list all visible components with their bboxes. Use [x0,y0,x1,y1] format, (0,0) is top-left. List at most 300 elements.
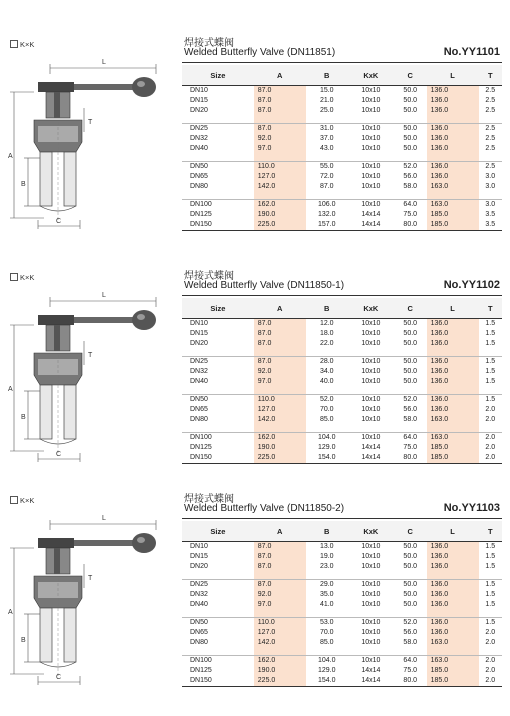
cell-l: 136.0 [427,628,479,638]
valve-section-2 [0,263,510,473]
cell-size: DN10 [190,87,208,94]
cell-l: 185.0 [427,666,479,676]
cell-kxk: 10x10 [361,183,381,190]
cell-size: DN50 [190,396,208,403]
cell-l: 136.0 [427,329,479,339]
svg-text:T: T [88,575,93,582]
cell-size: DN20 [190,107,208,114]
table-row [182,367,502,377]
spacer-cell [394,572,427,580]
cell-kxk: 10x10 [361,201,381,208]
cell-t: 2.5 [485,125,496,132]
cell-t: 1.5 [485,581,496,588]
valve-section-3 [0,486,510,696]
group-spacer [182,116,502,124]
cell-size: DN50 [190,163,208,170]
spacer-cell [394,425,427,433]
cell-b: 154.0 [306,676,348,687]
cell-t: 3.0 [485,183,496,190]
spacer-cell [348,154,394,162]
section-title-cn: 焊接式蝶阀 [184,271,234,282]
cell-t: 2.0 [485,639,496,646]
model-number: No.YY1102 [443,279,500,291]
cell-size: DN25 [190,358,208,365]
cell-size: DN80 [190,416,208,423]
spacer-cell [479,425,503,433]
spacer-cell [427,572,479,580]
table-row [182,210,502,220]
spacer-cell [182,572,254,580]
section-title-en: Welded Butterfly Valve (DN11851) [184,47,336,58]
cell-size: DN20 [190,563,208,570]
cell-b: 41.0 [319,601,334,608]
cell-l: 136.0 [427,162,479,173]
spec-table-header-row [182,65,502,86]
cell-size: DN125 [190,211,212,218]
spacer-cell [348,572,394,580]
table-row [182,182,502,192]
column-header-t: T [479,65,503,86]
cell-l: 136.0 [427,542,479,553]
cell-kxk: 10x10 [361,591,381,598]
spacer-cell [182,192,254,200]
cell-l: 136.0 [427,590,479,600]
cell-kxk: 10x10 [361,416,381,423]
cell-a: 97.0 [254,600,306,610]
table-row [182,433,502,444]
cell-size: DN150 [182,453,254,464]
cell-t: 1.5 [485,340,496,347]
cell-l: 163.0 [427,656,479,667]
table-row [182,144,502,154]
cell-l: 136.0 [427,86,479,97]
cell-c: 50.0 [403,591,418,598]
cell-size: DN65 [190,406,208,413]
header-rule [182,295,502,296]
section-title-cn: 焊接式蝶阀 [184,38,234,49]
column-header-kxk: KxK [348,521,394,542]
spacer-cell [479,648,503,656]
spacer-cell [394,116,427,124]
group-spacer [182,425,502,433]
cell-size: DN20 [190,340,208,347]
cell-t: 2.0 [485,434,496,441]
cell-l: 163.0 [427,182,479,192]
spacer-cell [427,116,479,124]
table-row [182,600,502,610]
cell-c: 75.0 [403,211,418,218]
column-header-b: B [306,298,348,319]
cell-c: 50.0 [403,563,418,570]
cell-c: 52.0 [403,396,418,403]
cell-t: 1.5 [485,368,496,375]
spacer-cell [394,387,427,395]
column-header-a: A [254,65,306,86]
column-header-l: L [427,65,479,86]
column-header-t: T [479,298,503,319]
column-header-a: A [254,298,306,319]
cell-b: 22.0 [319,340,334,347]
column-header-l: L [427,298,479,319]
cell-kxk: 10x10 [361,378,381,385]
table-row [182,319,502,330]
cell-l: 136.0 [427,124,479,135]
spacer-cell [427,610,479,618]
cell-b: 70.0 [319,629,334,636]
cell-t: 2.5 [485,145,496,152]
cell-t: 2.0 [485,629,496,636]
spacer-cell [394,192,427,200]
cell-c: 50.0 [403,330,418,337]
table-row [182,124,502,135]
table-row [182,656,502,667]
cell-b: 129.0 [317,667,336,674]
cell-kxk: 10x10 [361,368,381,375]
column-header-size: Size [182,521,254,542]
cell-l: 185.0 [427,220,479,231]
svg-text:L: L [102,292,106,299]
svg-text:T: T [88,352,93,359]
table-row [182,542,502,553]
cell-a: 190.0 [254,666,306,676]
spacer-cell [479,610,503,618]
cell-t: 1.5 [485,378,496,385]
spacer-cell [427,648,479,656]
cell-t: 1.5 [485,330,496,337]
cell-l: 163.0 [427,415,479,425]
cell-a: 87.0 [254,124,306,135]
cell-size: DN25 [190,581,208,588]
table-row [182,134,502,144]
spacer-cell [479,349,503,357]
cell-size: DN15 [190,553,208,560]
cell-c: 56.0 [403,629,418,636]
cell-kxk: 14x14 [348,220,394,231]
cell-b: 28.0 [319,358,334,365]
table-row [182,562,502,572]
cell-t: 1.5 [485,320,496,327]
cell-b: 13.0 [319,543,334,550]
spacer-cell [306,425,348,433]
cell-kxk: 10x10 [361,320,381,327]
cell-l: 136.0 [427,600,479,610]
cell-c: 75.0 [403,444,418,451]
svg-text:A: A [8,153,13,160]
cell-a: 87.0 [254,552,306,562]
cell-size: DN65 [190,173,208,180]
cell-t: 2.5 [485,87,496,94]
table-row [182,106,502,116]
cell-size: DN25 [190,125,208,132]
cell-b: 129.0 [317,444,336,451]
cell-b: 154.0 [306,453,348,464]
cell-c: 75.0 [403,667,418,674]
spacer-cell [254,192,306,200]
cell-c: 64.0 [403,201,418,208]
valve-section-1 [0,30,510,240]
cell-c: 50.0 [403,581,418,588]
column-header-a: A [254,521,306,542]
cell-t: 2.5 [485,107,496,114]
svg-text:B: B [21,637,26,644]
svg-text:C: C [56,451,62,458]
square-icon [10,40,18,48]
spacer-cell [254,648,306,656]
cell-l: 136.0 [427,562,479,572]
cell-kxk: 10x10 [361,543,381,550]
cell-c: 50.0 [403,87,418,94]
spacer-cell [394,154,427,162]
cell-a: 87.0 [254,562,306,572]
spacer-cell [254,387,306,395]
cell-a: 190.0 [254,210,306,220]
header-rule [182,518,502,519]
header-rule [182,62,502,63]
spacer-cell [182,425,254,433]
table-row [182,329,502,339]
cell-b: 132.0 [317,211,336,218]
spacer-cell [306,387,348,395]
section-title-en: Welded Butterfly Valve (DN11850-1) [184,280,345,291]
spacer-cell [394,610,427,618]
table-row [182,339,502,349]
spec-table [182,65,502,231]
cell-t: 1.5 [485,619,496,626]
cell-a: 92.0 [254,134,306,144]
cell-l: 136.0 [427,339,479,349]
cell-size: DN50 [190,619,208,626]
spacer-cell [348,425,394,433]
spec-table-header-row [182,298,502,319]
spacer-cell [306,154,348,162]
cell-c: 50.0 [403,135,418,142]
cell-t: 2.0 [485,667,496,674]
cell-t: 2.0 [485,406,496,413]
cell-a: 190.0 [254,443,306,453]
column-header-c: C [394,65,427,86]
spacer-cell [306,116,348,124]
cell-b: 106.0 [317,201,336,208]
table-row [182,666,502,676]
spacer-cell [427,425,479,433]
cell-kxk: 10x10 [361,87,381,94]
column-header-c: C [394,298,427,319]
spacer-cell [254,116,306,124]
cell-b: 157.0 [306,220,348,231]
cell-c: 58.0 [403,639,418,646]
cell-b: 37.0 [319,135,334,142]
cell-size: DN15 [190,330,208,337]
cell-kxk: 14x14 [361,211,381,218]
cell-a: 162.0 [254,200,306,211]
cell-a: 87.0 [254,106,306,116]
cell-a: 110.0 [254,162,306,173]
spacer-cell [306,610,348,618]
column-header-b: B [306,65,348,86]
table-row [182,628,502,638]
column-header-t: T [479,521,503,542]
spacer-cell [427,387,479,395]
cell-t: 2.5 [485,135,496,142]
cell-l: 185.0 [427,210,479,220]
cell-size: DN125 [190,444,212,451]
cell-kxk: 10x10 [361,173,381,180]
spacer-cell [479,572,503,580]
section-title-en: Welded Butterfly Valve (DN11850-2) [184,503,345,514]
cell-l: 136.0 [427,395,479,406]
cell-size: DN65 [190,629,208,636]
table-row [182,86,502,97]
table-row [182,638,502,648]
cell-l: 136.0 [427,367,479,377]
spacer-cell [427,154,479,162]
group-spacer [182,648,502,656]
valve-diagram-icon [4,30,166,230]
cell-kxk: 14x14 [361,444,381,451]
cell-a: 110.0 [254,395,306,406]
cell-l: 185.0 [427,443,479,453]
cell-t: 1.5 [485,543,496,550]
cell-b: 87.0 [319,183,334,190]
cell-kxk: 10x10 [361,601,381,608]
cell-c: 50.0 [403,543,418,550]
cell-l: 185.0 [427,676,479,687]
spacer-cell [479,387,503,395]
spacer-cell [254,610,306,618]
cell-b: 29.0 [319,581,334,588]
cell-c: 50.0 [403,358,418,365]
cell-a: 87.0 [254,357,306,368]
spacer-cell [182,648,254,656]
cell-t: 3.5 [479,220,503,231]
cell-a: 87.0 [254,319,306,330]
spacer-cell [306,349,348,357]
table-row [182,220,502,231]
cell-size: DN150 [182,220,254,231]
table-row [182,443,502,453]
cell-a: 127.0 [254,628,306,638]
cell-c: 56.0 [403,173,418,180]
cell-c: 58.0 [403,416,418,423]
cell-size: DN40 [190,378,208,385]
column-header-kxk: KxK [348,65,394,86]
cell-a: 97.0 [254,144,306,154]
cell-kxk: 10x10 [361,553,381,560]
cell-t: 1.5 [485,396,496,403]
cell-size: DN10 [190,543,208,550]
cell-l: 163.0 [427,200,479,211]
column-header-size: Size [182,65,254,86]
cell-c: 50.0 [403,320,418,327]
spacer-cell [254,154,306,162]
cell-t: 2.5 [485,163,496,170]
valve-diagram-icon [4,486,166,686]
cell-a: 127.0 [254,405,306,415]
cell-size: DN32 [190,368,208,375]
spacer-cell [182,387,254,395]
section-title-cn: 焊接式蝶阀 [184,494,234,505]
cell-b: 23.0 [319,563,334,570]
cell-kxk: 10x10 [361,145,381,152]
cell-c: 50.0 [403,368,418,375]
cell-t: 3.5 [485,211,496,218]
cell-t: 2.0 [485,416,496,423]
svg-text:C: C [56,218,62,225]
cell-c: 52.0 [403,619,418,626]
cell-b: 52.0 [319,396,334,403]
cell-l: 136.0 [427,319,479,330]
cell-a: 87.0 [254,86,306,97]
cell-kxk: 10x10 [361,434,381,441]
table-row [182,377,502,387]
table-row [182,552,502,562]
cell-size: DN15 [190,97,208,104]
cell-kxk: 10x10 [361,657,381,664]
cell-c: 80.0 [394,220,427,231]
cell-size: DN32 [190,135,208,142]
cell-b: 21.0 [319,97,334,104]
spacer-cell [306,192,348,200]
cell-size: DN10 [190,320,208,327]
cell-kxk: 10x10 [361,406,381,413]
model-number: No.YY1101 [443,46,500,58]
svg-text:C: C [56,674,62,681]
cell-size: DN40 [190,145,208,152]
column-header-size: Size [182,298,254,319]
cell-l: 136.0 [427,134,479,144]
cell-a: 142.0 [254,415,306,425]
cell-a: 97.0 [254,377,306,387]
spacer-cell [254,425,306,433]
spacer-cell [182,610,254,618]
spec-table-header-row [182,521,502,542]
cell-l: 136.0 [427,552,479,562]
cell-t: 1.5 [485,358,496,365]
cell-t: 2.5 [485,97,496,104]
cell-size: DN100 [190,434,212,441]
group-spacer [182,572,502,580]
cell-t: 1.5 [485,591,496,598]
column-header-c: C [394,521,427,542]
group-spacer [182,349,502,357]
spacer-cell [182,154,254,162]
cell-t: 2.0 [479,676,503,687]
cell-size: DN150 [182,676,254,687]
cell-l: 136.0 [427,96,479,106]
cell-size: DN100 [190,657,212,664]
table-row [182,676,502,687]
cell-t: 2.0 [485,444,496,451]
cell-kxk: 10x10 [361,107,381,114]
cell-kxk: 10x10 [361,330,381,337]
cell-c: 50.0 [403,125,418,132]
svg-text:A: A [8,609,13,616]
cell-a: 92.0 [254,590,306,600]
cell-size: DN80 [190,639,208,646]
cell-c: 80.0 [394,676,427,687]
cell-a: 225.0 [254,220,306,231]
table-row [182,415,502,425]
cell-kxk: 10x10 [361,639,381,646]
svg-text:L: L [102,59,106,66]
cell-c: 52.0 [403,163,418,170]
column-header-b: B [306,521,348,542]
cell-c: 50.0 [403,553,418,560]
cell-t: 2.0 [485,657,496,664]
cell-kxk: 10x10 [361,358,381,365]
cell-b: 40.0 [319,378,334,385]
table-row [182,357,502,368]
